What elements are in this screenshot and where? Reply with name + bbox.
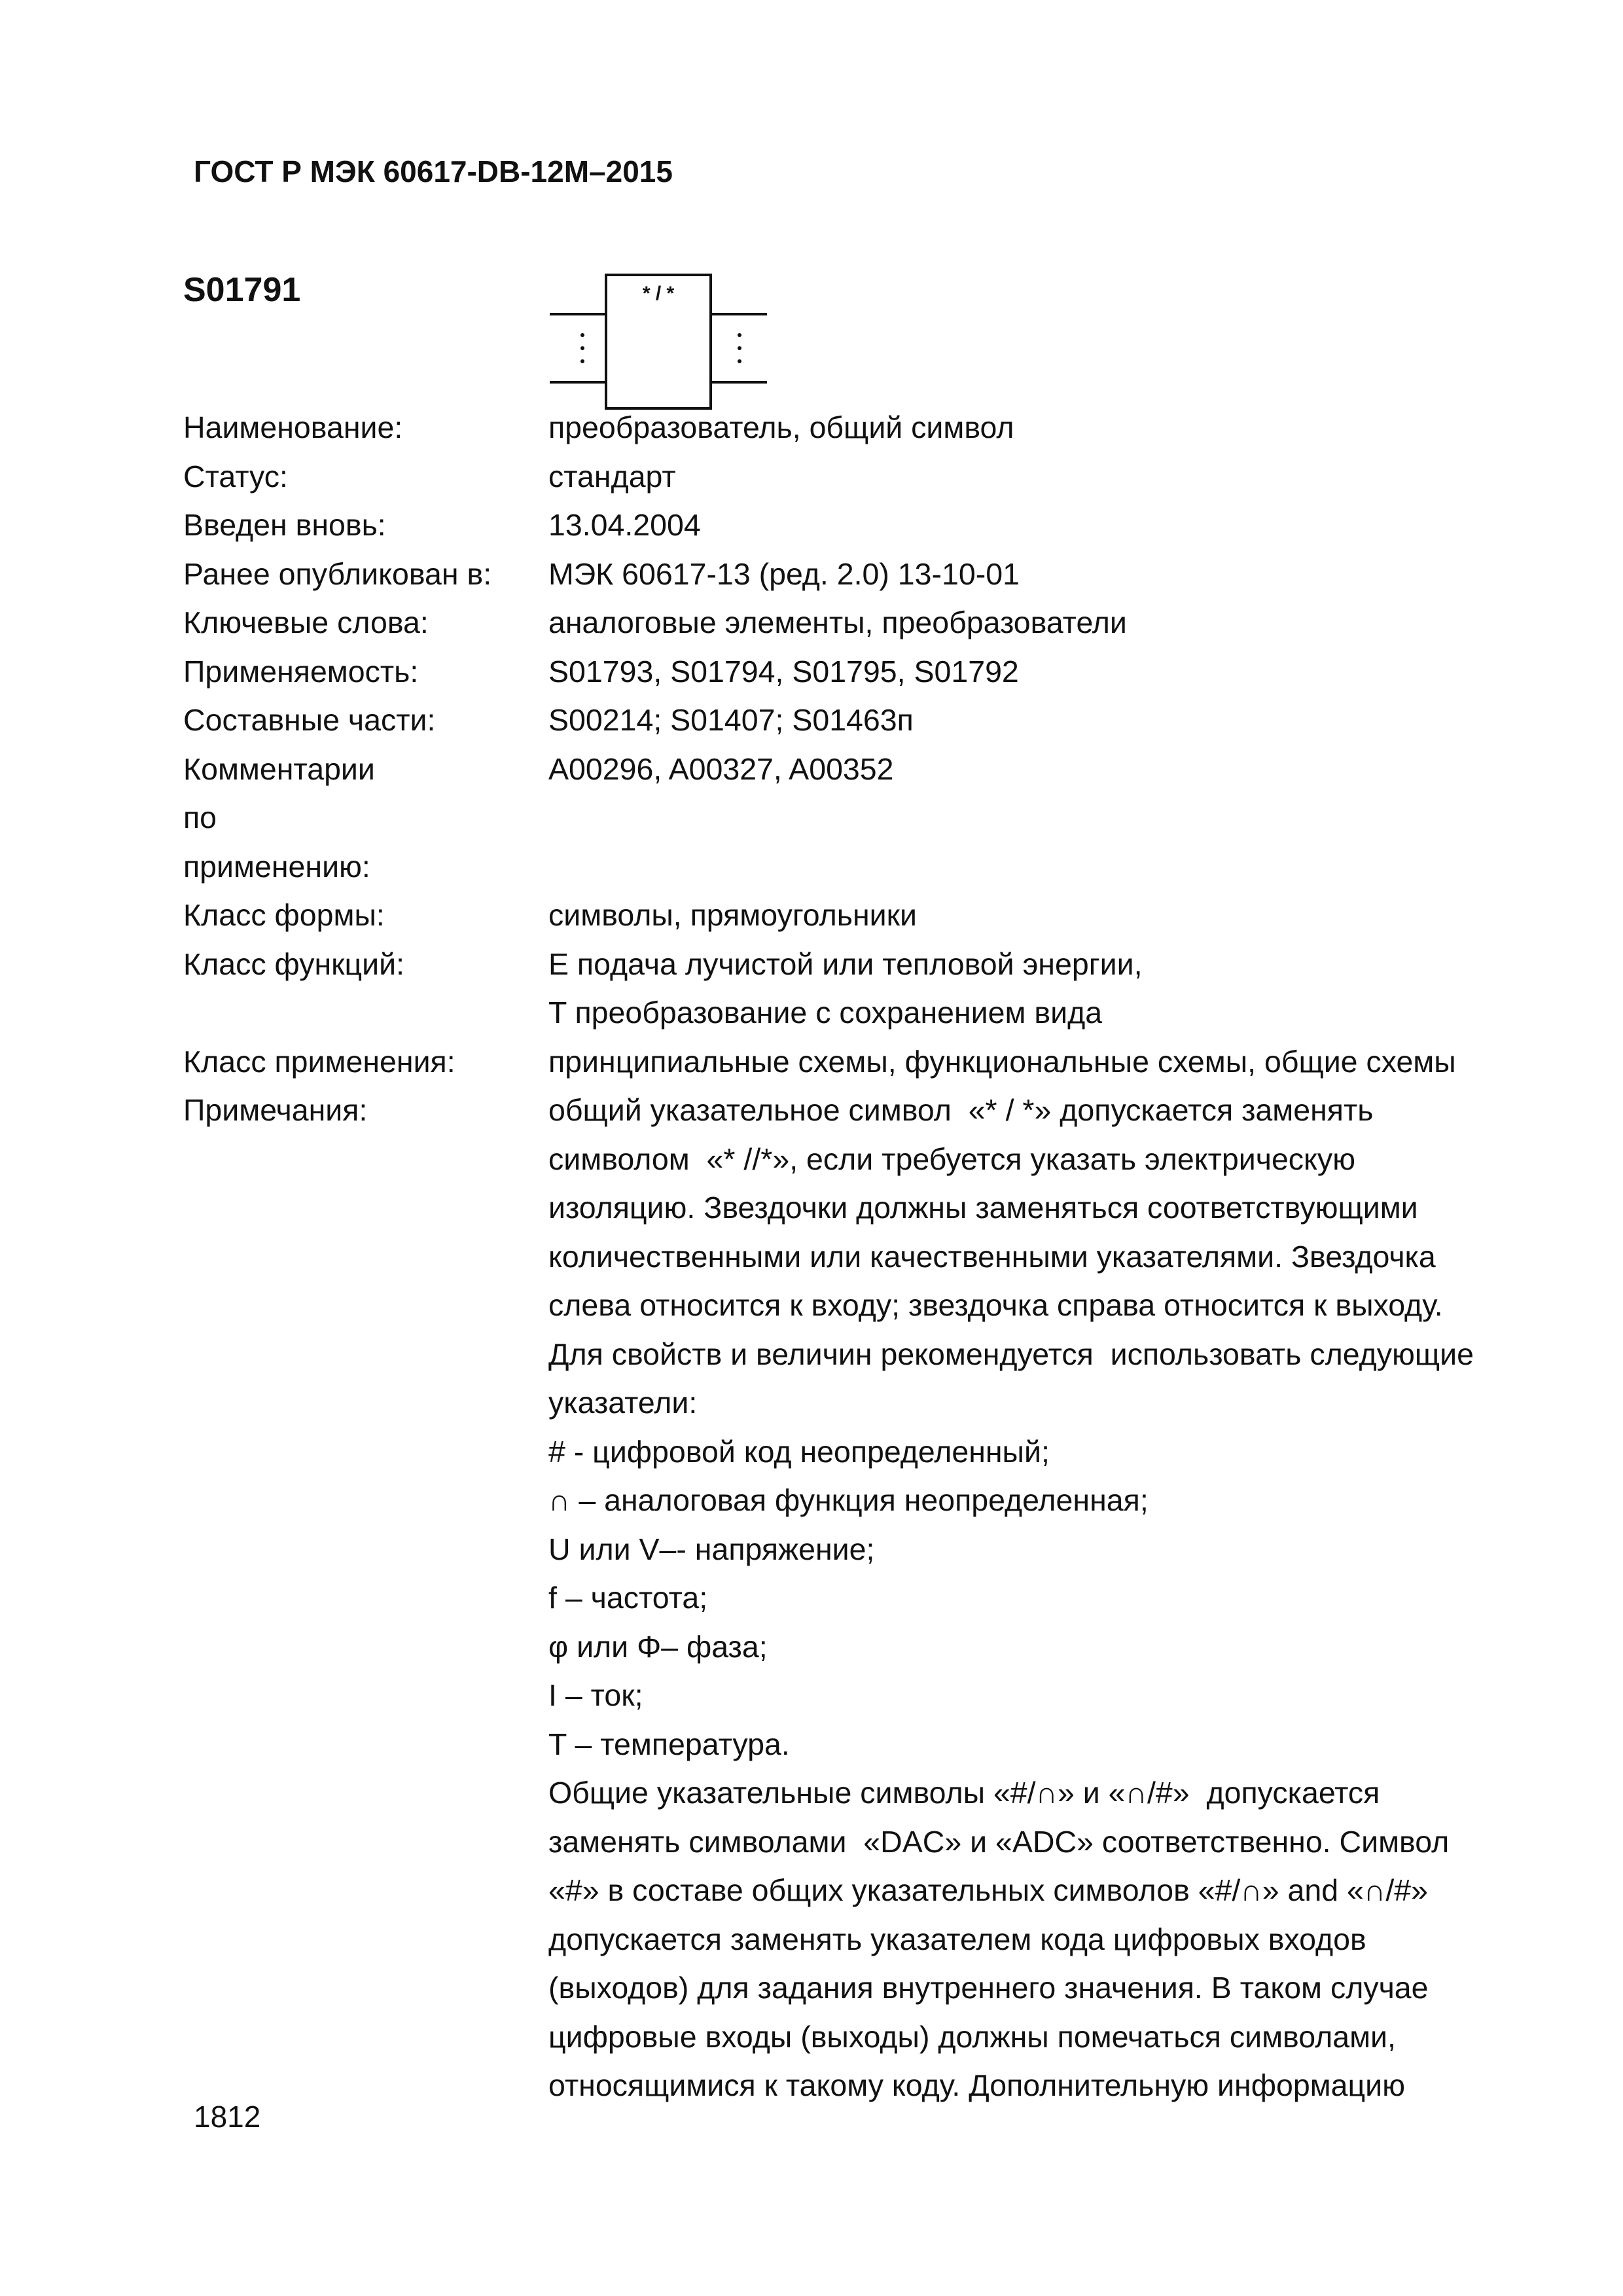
note-line: количественными или качественными указателями. Звездочка: [548, 1239, 1436, 1274]
note-line: относящимися к такому коду. Дополнительную информацию: [548, 2068, 1405, 2102]
note-line: «#» в составе общих указательных символов «#/∩» and «∩/#»: [548, 1873, 1428, 1907]
symbol-qualifier-label: * / *: [642, 283, 675, 304]
property-row-name: [183, 403, 1558, 452]
property-row-keywords: [183, 598, 1558, 647]
property-value: A00296, A00327, A00352: [548, 751, 894, 786]
note-line: T – температура.: [548, 1727, 790, 1761]
property-value: преобразователь, общий символ: [548, 410, 1014, 444]
property-row-comments: [183, 745, 1558, 891]
note-line: цифровые входы (выходы) должны помечаться символами,: [548, 2019, 1396, 2054]
note-line: указатели:: [548, 1386, 698, 1420]
property-label: Применяемость:: [183, 654, 419, 689]
property-row-application-class: [183, 1037, 1558, 1086]
property-value: S00214; S01407; S01463п: [548, 703, 914, 737]
note-line: f – частота;: [548, 1581, 708, 1615]
note-line: (выходов) для задания внутреннего значения. В таком случае: [548, 1971, 1429, 2005]
property-label: Статус:: [183, 459, 288, 493]
property-value: S01793, S01794, S01795, S01792: [548, 654, 1019, 689]
property-row-notes: [183, 1086, 1558, 2110]
property-label: Класс применения:: [183, 1044, 455, 1079]
page-number: 1812: [194, 2100, 261, 2134]
properties-table: [183, 403, 1558, 2110]
property-label: Ключевые слова:: [183, 605, 429, 639]
note-line: # - цифровой код неопределенный;: [548, 1434, 1050, 1469]
note-line: ∩ – аналоговая функция неопределенная;: [548, 1483, 1149, 1517]
input-dot: [580, 333, 584, 337]
property-label: Введен вновь:: [183, 508, 386, 542]
output-dot: [738, 333, 741, 337]
input-dot: [580, 359, 584, 363]
note-line: φ или Φ– фаза;: [548, 1629, 768, 1664]
property-value: МЭК 60617-13 (ред. 2.0) 13-10-01: [548, 556, 1020, 591]
note-line: U или V–- напряжение;: [548, 1532, 875, 1566]
property-label: [183, 745, 548, 891]
note-line: изоляцию. Звездочки должны заменяться соответствующими: [548, 1191, 1418, 1225]
note-line: общий указательное символ «* / *» допускается заменять: [548, 1093, 1374, 1127]
property-value: стандарт: [548, 459, 676, 493]
output-dot: [738, 346, 741, 350]
note-line: I – ток;: [548, 1678, 643, 1712]
property-row-applicability: [183, 647, 1558, 696]
note-line: слева относится к входу; звездочка справа относится к выходу.: [548, 1288, 1443, 1322]
property-row-components: [183, 696, 1558, 745]
property-label-text: Комментарии по применению:: [183, 751, 375, 884]
property-row-introduced: [183, 501, 1558, 550]
property-row-published: [183, 550, 1558, 599]
property-value: принципиальные схемы, функциональные схемы, общие схемы: [548, 1044, 1456, 1079]
property-label: Наименование:: [183, 410, 403, 444]
notes-label: Примечания:: [183, 1093, 368, 1127]
property-row-status: [183, 452, 1558, 501]
note-line: заменять символами «DAC» и «ADC» соответственно. Символ: [548, 1824, 1450, 1859]
output-dot: [738, 359, 741, 363]
converter-general-symbol-icon: [543, 270, 779, 414]
property-label: Составные части:: [183, 703, 436, 737]
note-line: Для свойств и величин рекомендуется использовать следующие: [548, 1336, 1474, 1371]
property-value: аналоговые элементы, преобразователи: [548, 605, 1127, 639]
note-line: Общие указательные символы «#/∩» и «∩/#» допускается: [548, 1776, 1380, 1810]
property-value: символы, прямоугольники: [548, 898, 917, 932]
property-label: Класс формы:: [183, 898, 385, 932]
document-standard-header: ГОСТ Р МЭК 60617-DB-12M–2015: [194, 154, 673, 188]
property-label: Ранее опубликован в:: [183, 556, 492, 591]
property-label: Класс функций:: [183, 946, 405, 981]
property-row-shape-class: [183, 891, 1558, 940]
note-line: символом «* //*», если требуется указать электрическую: [548, 1141, 1356, 1176]
property-value: 13.04.2004: [548, 508, 701, 542]
property-value: E подача лучистой или тепловой энергии, T преобразование с сохранением вида: [548, 946, 1143, 1030]
property-row-function-class: [183, 940, 1558, 1037]
notes-text: [548, 1086, 1558, 2110]
input-dot: [580, 346, 584, 350]
symbol-code: S01791: [183, 271, 301, 309]
note-line: допускается заменять указателем кода цифровых входов: [548, 1922, 1366, 1956]
